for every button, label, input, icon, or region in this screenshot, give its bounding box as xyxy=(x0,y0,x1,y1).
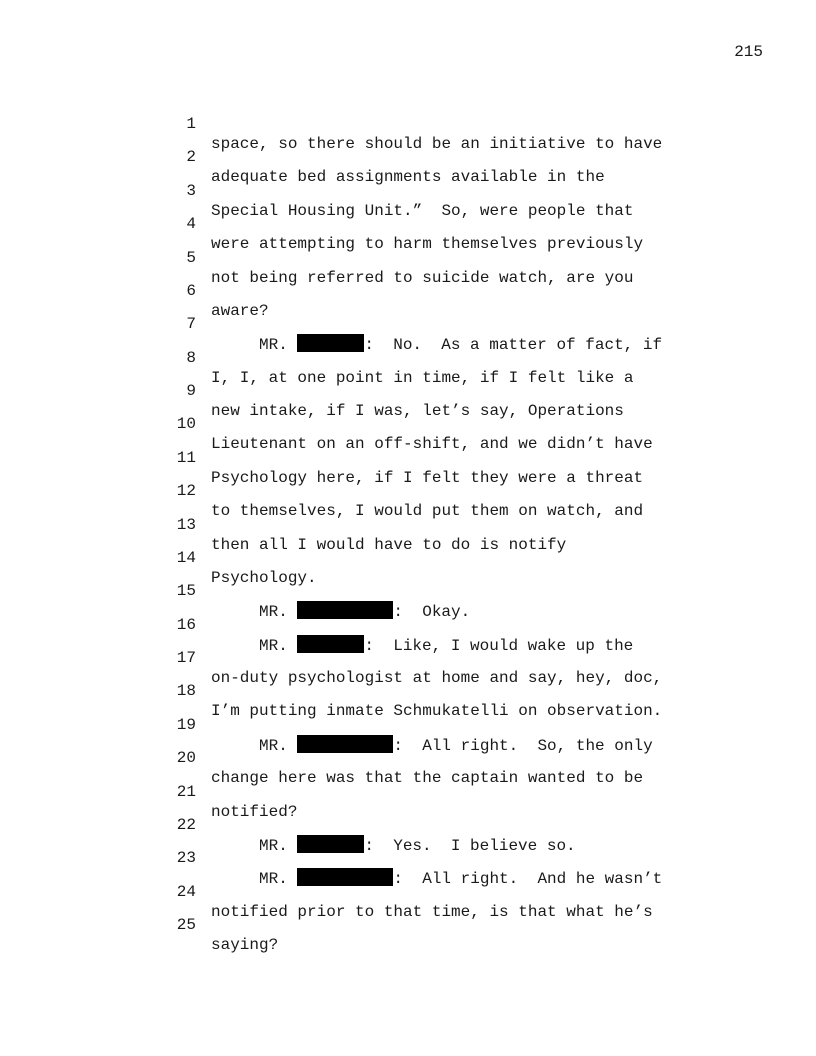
transcript-line xyxy=(168,561,688,622)
transcript-line xyxy=(168,495,688,554)
line-number: 21 xyxy=(176,782,196,801)
line-text: on-duty psychologist at home and say, hey, doc, xyxy=(211,669,663,687)
speaker-prefix: MR. xyxy=(211,603,298,622)
line-number: 20 xyxy=(176,749,196,768)
line-text: space, so there should be an initiative to have xyxy=(211,135,663,153)
line-text: were attempting to harm themselves previously xyxy=(211,235,644,254)
line-number: 9 xyxy=(186,382,196,400)
line-text: adequate bed assignments available in the xyxy=(211,168,605,187)
transcript-line xyxy=(168,695,688,755)
speaker-prefix: MR. xyxy=(211,736,298,755)
line-number: 14 xyxy=(176,548,196,567)
transcript-line xyxy=(168,361,688,420)
line-number: 15 xyxy=(176,582,196,601)
transcript-line xyxy=(168,595,688,655)
line-text: Psychology. xyxy=(211,568,317,587)
speech-text: : All right. And he wasn’t xyxy=(393,870,663,889)
line-number: 25 xyxy=(176,916,196,934)
line-text: change here was that the captain wanted to be xyxy=(211,769,644,788)
line-text: I’m putting inmate Schmukatelli on observation. xyxy=(211,702,663,721)
line-number: 19 xyxy=(176,715,196,734)
line-number: 24 xyxy=(176,882,196,901)
line-number: 11 xyxy=(176,448,196,467)
transcript-line xyxy=(168,828,688,889)
line-number: 13 xyxy=(176,515,196,534)
speaker-prefix: MR. xyxy=(211,636,298,655)
line-text: then all I would have to do is notify xyxy=(211,535,567,554)
line-text: new intake, if I was, let’s say, Operations xyxy=(211,402,624,420)
line-text: Psychology here, if I felt they were a threat xyxy=(211,468,644,487)
line-number: 5 xyxy=(186,248,196,267)
line-text: saying? xyxy=(211,936,279,954)
line-text: to themselves, I would put them on watch, and xyxy=(211,502,644,521)
transcript-line xyxy=(168,94,688,153)
transcript-line xyxy=(168,294,688,355)
speech-text: : No. As a matter of fact, if xyxy=(364,336,663,355)
page-number: 215 xyxy=(734,43,763,61)
transcript-line xyxy=(168,127,688,187)
line-number: 22 xyxy=(176,815,196,834)
line-number: 2 xyxy=(186,148,196,167)
transcript-line xyxy=(168,762,688,821)
line-number: 12 xyxy=(176,482,196,501)
transcript-line xyxy=(168,428,688,487)
transcript-line xyxy=(168,461,688,521)
line-text: Special Housing Unit.” So, were people that xyxy=(211,201,634,220)
line-text: notified prior to that time, is that what he’s xyxy=(211,902,653,921)
line-number: 18 xyxy=(176,682,196,701)
transcript-line xyxy=(168,895,688,954)
speaker-prefix: MR. xyxy=(211,870,298,889)
transcript-line xyxy=(168,394,688,454)
line-text: notified? xyxy=(211,802,298,821)
speaker-prefix: MR. xyxy=(211,836,298,855)
transcript-line xyxy=(168,194,688,254)
transcript-line xyxy=(168,628,688,687)
line-text: not being referred to suicide watch, are you xyxy=(211,268,634,287)
speech-text: : Like, I would wake up the xyxy=(364,636,634,655)
line-number: 1 xyxy=(186,115,196,133)
transcript-line xyxy=(168,795,688,855)
transcript-line xyxy=(168,328,688,387)
line-number: 10 xyxy=(176,415,196,434)
transcript-line xyxy=(168,261,688,320)
line-number: 8 xyxy=(186,348,196,367)
line-number: 6 xyxy=(186,281,196,300)
transcript-line xyxy=(168,862,688,921)
line-number: 4 xyxy=(186,215,196,234)
transcript-line xyxy=(168,661,688,721)
transcript-line xyxy=(168,161,688,220)
line-number: 16 xyxy=(176,615,196,634)
line-text: aware? xyxy=(211,301,269,320)
line-text: I, I, at one point in time, if I felt like a xyxy=(211,368,634,387)
line-number: 3 xyxy=(186,181,196,200)
line-number: 17 xyxy=(176,649,196,667)
transcript-line xyxy=(168,228,688,287)
speech-text: : Yes. I believe so. xyxy=(364,836,576,855)
line-number: 7 xyxy=(186,315,196,334)
line-number: 23 xyxy=(176,849,196,868)
speaker-prefix: MR. xyxy=(211,336,298,355)
transcript-body xyxy=(168,94,688,954)
line-text: Lieutenant on an off-shift, and we didn’t have xyxy=(211,435,653,454)
transcript-line xyxy=(168,728,688,788)
speech-text: : Okay. xyxy=(393,603,471,622)
speech-text: : All right. So, the only xyxy=(393,736,653,755)
transcript-line xyxy=(168,528,688,587)
